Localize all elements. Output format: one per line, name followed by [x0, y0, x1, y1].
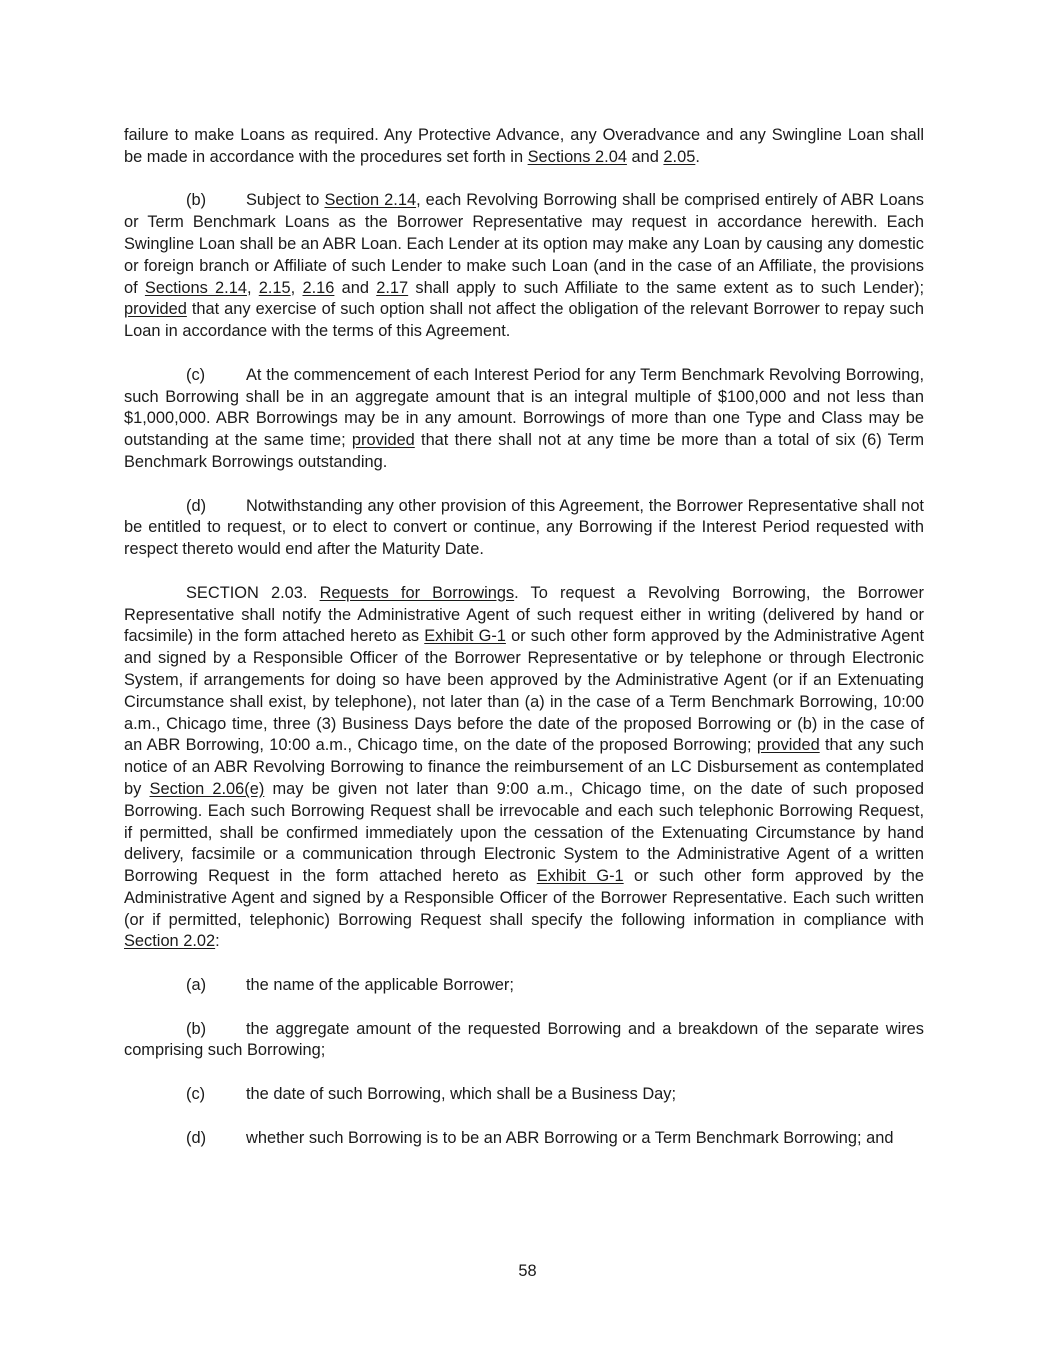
document-body: [124, 125, 924, 1171]
item-text: the date of such Borrowing, which shall be a Business Day;: [246, 1085, 677, 1104]
ref-2-15: 2.15: [258, 278, 291, 297]
section-2-03-requests-for-borrowings: SECTION 2.03. Requests for Borrowings. To request a Revolving Borrowing, the Borrower Representative shall notify the Administrative Agent of such request either in writing (delivered by hand or facsimile) in the form attached hereto as Exhibit G-1 or such other form approved by the Administrative Agent and signed by a Responsible Officer of the Borrower Representative or by telephone or through Electronic System, if arrangements for doing so have been approved by the Administrative Agent (or if an Extenuating Circumstance shall exist, by telephone), not later than (a) in the case of a Term Benchmark Borrowing, 10:00 a.m., Chicago time, three (3) Business Days before the date of the proposed Borrowing or (b) in the case of an ABR Borrowing, 10:00 a.m., Chicago time, on the date of the proposed Borrowing; provided that any such notice of an ABR Revolving Borrowing to finance the reimbursement of an LC Disbursement as contemplated by Section 2.06(e) may be given not later than 9:00 a.m., Chicago time, on the date of such proposed Borrowing. Each such Borrowing Request shall be irrevocable and each such telephonic Borrowing Request, if permitted, shall be confirmed immediately upon the cessation of the Extenuating Circumstance by hand delivery, facsimile or a communication through Electronic System to the Administrative Agent of a written Borrowing Request in the form attached hereto as Exhibit G-1 or such other form approved by the Administrative Agent and signed by a Responsible Officer of the Borrower Representative. Each such written (or if permitted, telephonic) Borrowing Request shall specify the following information in compliance with Section 2.02:: [124, 583, 924, 951]
list-item-d: [124, 1128, 924, 1150]
provided-term: provided: [351, 431, 415, 450]
ref-sections-2-14: Sections 2.14: [144, 278, 247, 297]
clause-number: (b): [186, 191, 207, 210]
item-text: the aggregate amount of the requested Borrowing and a breakdown of the separate wires comprising such Borrowing;: [124, 1019, 924, 1060]
ref-2-16: 2.16: [302, 278, 335, 297]
item-text: the name of the applicable Borrower;: [246, 976, 514, 995]
section-number: SECTION 2.03.: [186, 583, 320, 602]
item-number: (d): [186, 1128, 207, 1147]
ref-section-2-06e: Section 2.06(e): [149, 779, 265, 798]
paragraph-d-maturity: (d) Notwithstanding any other provision of this Agreement, the Borrower Representative shall not be entitled to request, or to elect to convert or continue, any Borrowing if the Interest Period requested with respect thereto would end after the Maturity Date.: [124, 496, 924, 559]
item-number: (c): [186, 1085, 206, 1104]
item-number: (b): [186, 1019, 207, 1038]
paragraph-b-loan-types: (b) Subject to Section 2.14, each Revolving Borrowing shall be comprised entirely of ABR Loans or Term Benchmark Loans as the Borrower Representative may request in accordance herewith. Each Swingline Loan shall be an ABR Loan. Each Lender at its option may make any Loan by causing any domestic or foreign branch or Affiliate of such Lender to make such Loan (and in the case of an Affiliate, the provisions of Sections 2.14, 2.15, 2.16 and 2.17 shall apply to such Affiliate to the same extent as to such Lender); provided that any exercise of such option shall not affect the obligation of the relevant Borrower to repay such Loan in accordance with the terms of this Agreement.: [124, 191, 924, 341]
list-item-b: [124, 1019, 924, 1063]
paragraph-loans-continuation: failure to make Loans as required. Any Protective Advance, any Overadvance and any Swingline Loan shall be made in accordance with the procedures set forth in Sections 2.04 and 2.05.: [124, 126, 924, 166]
ref-sections-2-04: Sections 2.04: [527, 147, 627, 166]
ref-2-17: 2.17: [376, 278, 409, 297]
ref-exhibit-g-1: Exhibit G-1: [424, 627, 506, 646]
list-item-a: [124, 975, 924, 997]
section-heading: Requests for Borrowings: [319, 583, 515, 602]
provided-term: provided: [124, 300, 187, 319]
provided-term: provided: [756, 736, 820, 755]
clause-number: (d): [186, 496, 207, 515]
ref-exhibit-g-1: Exhibit G-1: [536, 867, 624, 886]
item-text: whether such Borrowing is to be an ABR Borrowing or a Term Benchmark Borrowing; and: [246, 1128, 894, 1147]
page-number: 58: [518, 1262, 537, 1280]
ref-section-2-02: Section 2.02: [124, 932, 216, 951]
ref-2-05: 2.05: [663, 147, 696, 166]
item-number: (a): [186, 976, 207, 995]
clause-number: (c): [186, 365, 206, 384]
list-item-c: [124, 1084, 924, 1106]
ref-section-2-14: Section 2.14: [324, 191, 417, 210]
paragraph-c-borrowing-amounts: (c) At the commencement of each Interest Period for any Term Benchmark Revolving Borrowing, such Borrowing shall be in an aggregate amount that is an integral multiple of $100,000 and not less than $1,000,000. ABR Borrowings may be in any amount. Borrowings of more than one Type and Class may be outstanding at the same time; provided that there shall not at any time be more than a total of six (6) Term Benchmark Borrowings outstanding.: [124, 365, 925, 471]
